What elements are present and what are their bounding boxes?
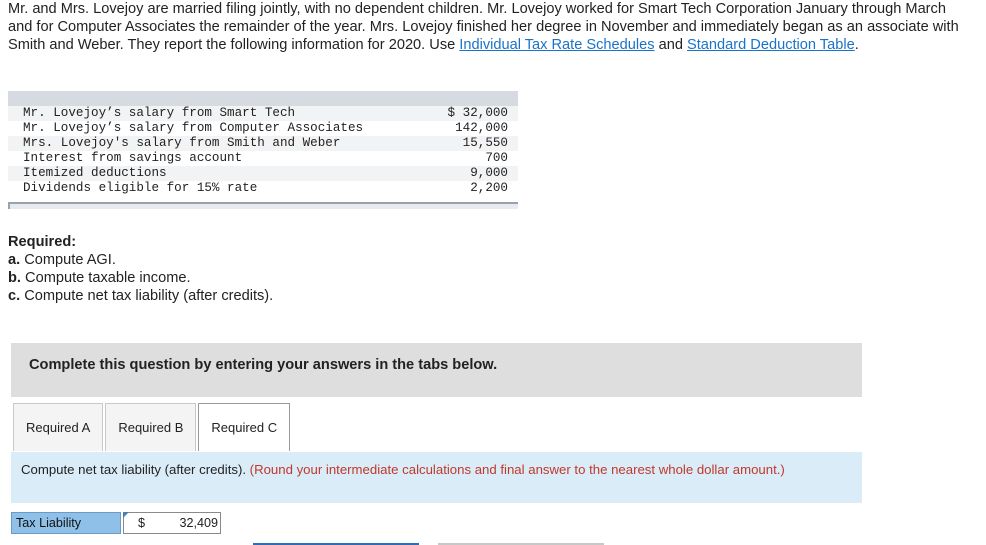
item-letter: b.	[8, 270, 21, 286]
required-item-c	[8, 287, 273, 305]
problem-statement	[8, 0, 968, 54]
input-corner-flag-icon	[123, 512, 129, 518]
standard-deduction-link[interactable]: Standard Deduction Table	[687, 37, 855, 53]
row-value: 700	[485, 151, 508, 165]
answer-tabs	[13, 403, 292, 451]
table-header-bar	[8, 91, 518, 106]
table-body	[8, 106, 518, 196]
tax-liability-input[interactable]	[123, 512, 221, 534]
required-item-a	[8, 251, 273, 269]
tax-rate-schedules-link[interactable]: Individual Tax Rate Schedules	[459, 37, 655, 53]
row-label: Mr. Lovejoy’s salary from Computer Associates	[23, 121, 364, 135]
rounding-note: (Round your intermediate calculations and final answer to the nearest whole dollar amount.)	[249, 462, 785, 477]
row-label: Dividends eligible for 15% rate	[23, 181, 258, 195]
problem-text: Mr. and Mrs. Lovejoy are married filing jointly, with no dependent children. Mr. Lovejoy worked for Smart Tech Corporation January through March and for Computer Associates the remainder of the year. Mrs. Lovejoy finished her degree in November and immediately began as an associate with Smith and Weber. They report the following information for 2020. Use	[8, 1, 959, 53]
instructions-banner	[11, 343, 862, 397]
problem-and: and	[654, 37, 688, 53]
tab-instruction	[11, 452, 862, 503]
table-row	[8, 136, 518, 151]
tab-required-c[interactable]: Required C	[198, 403, 290, 451]
tab-required-a[interactable]: Required A	[13, 403, 103, 451]
row-label: Mr. Lovejoy’s salary from Smart Tech	[23, 106, 296, 120]
instruction-text: Compute net tax liability (after credits).	[21, 462, 250, 477]
table-row	[8, 181, 518, 196]
table-row	[8, 151, 518, 166]
row-value: 142,000	[455, 121, 508, 135]
currency-symbol: $	[138, 516, 146, 530]
item-letter: c.	[8, 288, 21, 304]
row-label: Itemized deductions	[23, 166, 167, 180]
table-row	[8, 106, 518, 121]
table-row	[8, 166, 518, 181]
table-row	[8, 121, 518, 136]
problem-end: .	[854, 37, 859, 53]
required-item-b	[8, 269, 273, 287]
income-info-table	[8, 91, 518, 209]
row-label: Interest from savings account	[23, 151, 243, 165]
tab-required-b[interactable]: Required B	[105, 403, 196, 451]
row-value: $ 32,000	[447, 106, 508, 120]
item-text: Compute taxable income.	[20, 270, 191, 286]
required-heading: Required:	[8, 234, 77, 250]
required-section	[8, 233, 273, 305]
row-label: Mrs. Lovejoy's salary from Smith and Weber	[23, 136, 341, 150]
item-text: Compute net tax liability (after credits).	[20, 288, 274, 304]
tax-liability-value: 32,409	[179, 516, 218, 530]
item-text: Compute AGI.	[20, 252, 116, 268]
table-footer-bar	[8, 202, 518, 209]
row-value: 15,550	[462, 136, 508, 150]
row-value: 2,200	[470, 181, 508, 195]
tax-liability-label: Tax Liability	[11, 512, 121, 534]
row-value: 9,000	[470, 166, 508, 180]
instructions-banner-text: Complete this question by entering your answers in the tabs below.	[29, 357, 498, 373]
answer-row	[11, 512, 221, 534]
item-letter: a.	[8, 252, 21, 268]
